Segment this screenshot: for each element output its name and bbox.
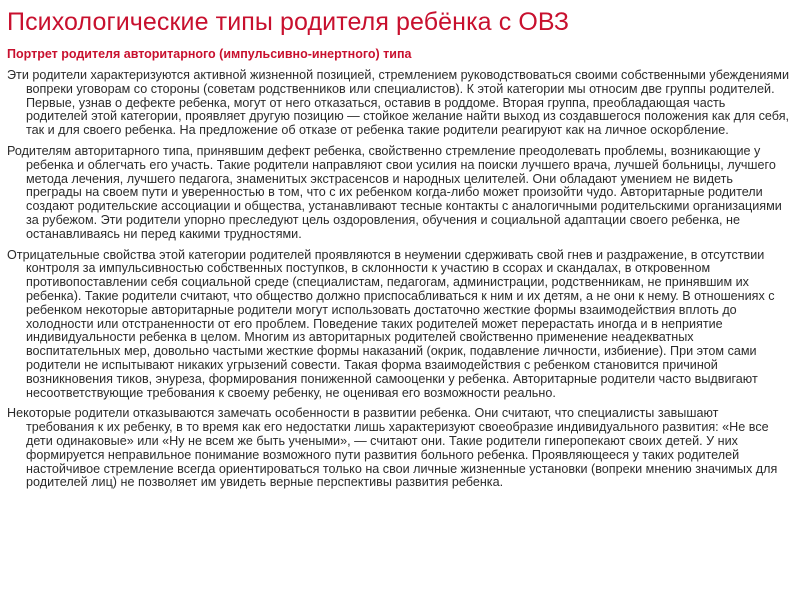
paragraph-denial: Некоторые родители отказываются замечать особенности в развитии ребенка. Они считают, что специалисты завышают требования к их ребенку, в то время как его недостатки лишь характеризуют своеобразие индивидуального развития: «Не все дети одинаковые» или «Ну не всем же быть учеными», — считают они. Такие родители гиперопекают своих детей. У них формируется неправильное понимание возможного пути развития больного ребенка. Проявляющееся у таких родителей настойчивое стремление всегда ориентироваться только на свои личные жизненные установки (вопреки мнению значимых для родителей лиц) не позволяет им увидеть верные перспективы развития ребенка. xyxy=(7,406,778,490)
section-subtitle: Портрет родителя авторитарного (импульсивно-инертного) типа xyxy=(7,47,412,61)
paragraph-negative-traits: Отрицательные свойства этой категории родителей проявляются в неумении сдерживать свой гнев и раздражение, в отсутствии контроля за импульсивностью собственных поступков, в склонности к участию в ссорах и скандалах, в откровенном противопоставлении себя социальной среде (специалистам, педагогам, администрации, родственникам, не принявшим их ребенка). Такие родители считают, что общество должно приспосабливаться к ним и их детям, а не они к нему. В отношениях с ребенком некоторые авторитарные родители могут использовать достаточно жесткие формы взаимодействия вплоть до холодности или отстраненности от его проблем. Поведение таких родителей может перерастать иногда и в неприятие индивидуальности ребенка в целом. Многим из авторитарных родителей свойственно применение неадекватных воспитательных мер, довольно частыми жесткие формы наказаний (окрик, подавление личности, избиение). При этом сами родители не испытывают никаких угрызений совести. Такая форма взаимодействия с ребенком становится причиной возникновения тиков, энуреза, формирования пониженной самооценки у ребенка. Авторитарные родители часто выдвигают несоответствующие требования к своему ребенку, не оценивая его возможности реально. xyxy=(7,247,775,400)
paragraph-intro: Эти родители характеризуются активной жизненной позицией, стремлением руководствоваться своими собственными убеждениями вопреки уговорам со стороны (советам родственников или специалистов). К этой категории мы относим две группы родителей. Первые, узнав о дефекте ребенка, могут от него отказаться, оставив в роддоме. Вторая группа, преобладающая часть родителей этой категории, проявляет другую позицию — стойкое желание найти выход из создавшегося положения как для себя, так и для своего ребенка. На предложение об отказе от ребенка такие родители реагируют как на личное оскорбление. xyxy=(7,68,790,138)
page-title: Психологические типы родителя ребёнка с ОВЗ xyxy=(7,8,570,36)
slide-body xyxy=(7,69,790,490)
paragraph-positive-traits: Родителям авторитарного типа, принявшим дефект ребенка, свойственно стремление преодолевать проблемы, возникающие у ребенка и облегчать его участь. Такие родители направляют свои усилия на поиски лучшего врача, лучшей больницы, лучшего метода лечения, лучшего педагога, знаменитых экстрасенсов и народных целителей. Они обладают умением не видеть преграды на своем пути и уверенностью в том, что с их ребенком когда-либо может произойти чудо. Авторитарные родители создают родительские ассоциации и общества, устанавливают тесные контакты с аналогичными родительскими организациями за рубежом. Эти родители упорно преследуют цель оздоровления, обучения и социальной адаптации своего ребенка, не останавливаясь ни перед какими трудностями. xyxy=(7,143,782,241)
